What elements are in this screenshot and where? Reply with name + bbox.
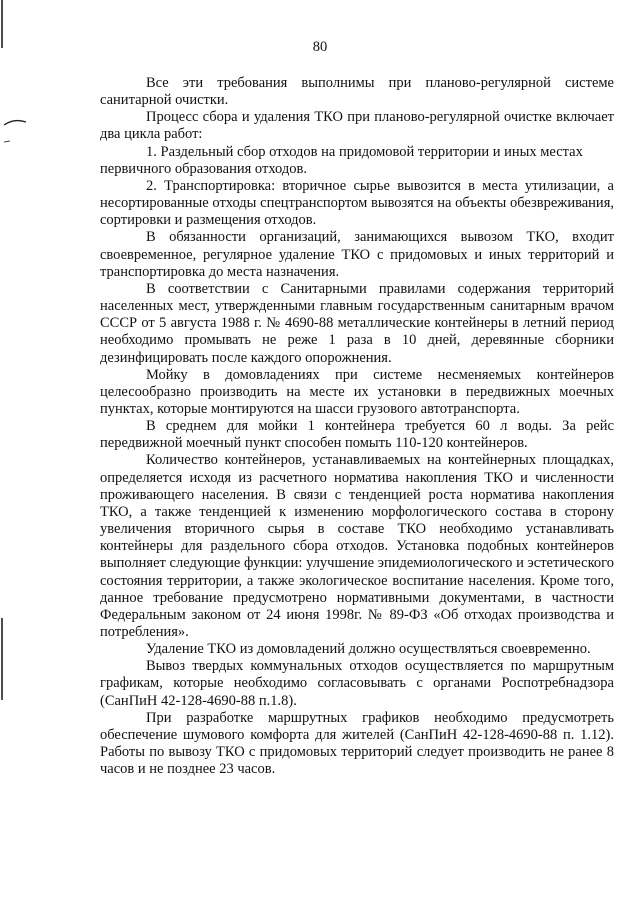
paragraph-washing: Мойку в домовладениях при системе несменяемых контейнеров целесообразно производить на месте их установки в передвижных моечных пунктах, которые монтируются на шасси грузового автотранспорта. xyxy=(100,366,614,417)
paragraph-obligations: В обязанности организаций, занимающихся вывозом ТКО, входит своевременное, регулярное удаление ТКО с придомовых и иных территорий и транспортировка до места назначения. xyxy=(100,229,614,280)
paragraph-list-item-2: 2. Транспортировка: вторичное сырье вывозится в места утилизации, а несортированные отходы спецтранспортом вывозятся на объекты обезвреживания, сортировки и размещения отходов. xyxy=(100,177,614,229)
paragraph-process: Процесс сбора и удаления ТКО при планово-регулярной очистке включает два цикла работ: xyxy=(100,109,614,143)
paragraph-water-usage: В среднем для мойки 1 контейнера требуется 60 л воды. За рейс передвижной моечный пункт способен помыть 110-120 контейнеров. xyxy=(100,418,614,452)
page-number: 80 xyxy=(312,39,328,55)
margin-mark-tick xyxy=(4,121,26,125)
margin-mark-dash xyxy=(4,141,10,142)
margin-scan-marks xyxy=(0,0,40,905)
paragraph-list-item-1: 1. Раздельный сбор отходов на придомовой территории и иных местах первичного образования отходов. xyxy=(100,143,583,177)
paragraph-container-count: Количество контейнеров, устанавливаемых на контейнерных площадках, определяется исходя из расчетного норматива накопления ТКО и численности проживающего населения. В связи с тенденцией роста норматива накопления ТКО, а также тенденцией к изменению морфологического состава в сторону увеличения вторичного сырья в составе ТКО необходимо устанавливать контейнеры для раздельного сбора отходов. Установка подобных контейнеров выполняет следующие функции: улучшение эпидемиологического и эстетического состояния территории, а также экологическое воспитание населения. Кроме того, данное требование предусмотрено нормативными документами, в частности Федеральным законом от 24 июня 1998г. № 89-ФЗ «Об отходах производства и потребления». xyxy=(100,452,614,640)
paragraph-noise-comfort: При разработке маршрутных графиков необходимо предусмотреть обеспечение шумового комфорта для жителей (СанПиН 42-128-4690-88 п. 1.12). Работы по вывозу ТКО с придомовых территорий следует производить не ранее 8 часов и не позднее 23 часов. xyxy=(100,709,614,778)
body-text xyxy=(100,75,614,778)
paragraph-requirements: Все эти требования выполнимы при планово-регулярной системе санитарной очистки. xyxy=(100,75,614,109)
paragraph-timely-removal: Удаление ТКО из домовладений должно осуществляться своевременно. xyxy=(146,641,591,658)
paragraph-sanitary-rules: В соответствии с Санитарными правилами содержания территорий населенных мест, утвержденными главным государственным санитарным врачом СССР от 5 августа 1988 г. № 4690-88 металлические контейнеры в летний период необходимо промывать не реже 1 раза в 10 дней, деревянные сборники дезинфицировать после каждого опорожнения. xyxy=(100,280,614,366)
paragraph-route-schedules: Вывоз твердых коммунальных отходов осуществляется по маршрутным графикам, которые необходимо согласовывать с органами Роспотребнадзора (СанПиН 42-128-4690-88 п.1.8). xyxy=(100,658,614,709)
